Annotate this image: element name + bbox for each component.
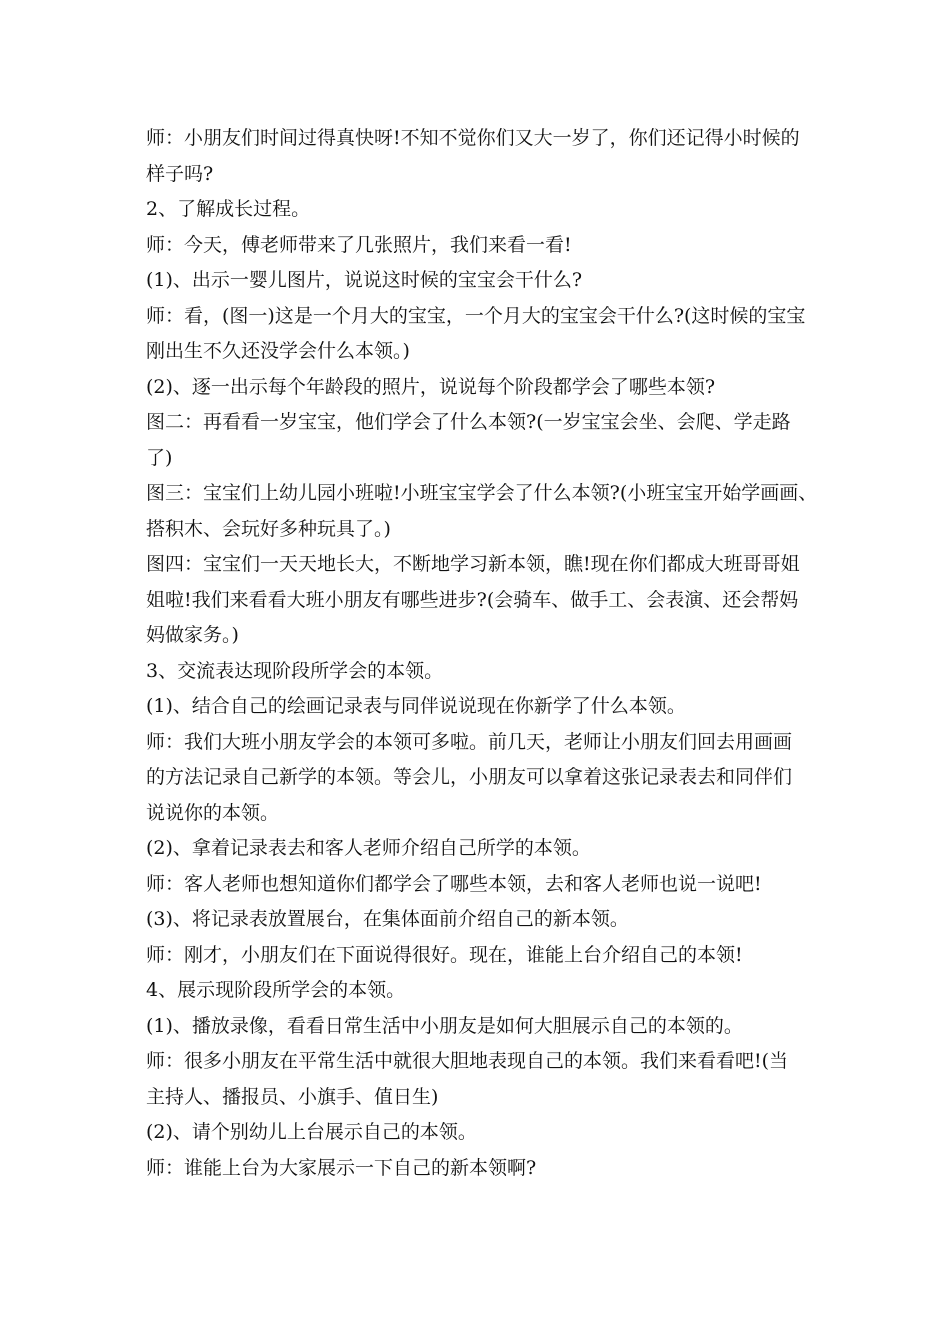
text-line: 图四：宝宝们一天天地长大，不断地学习新本领，瞧!现在你们都成大班哥哥姐	[146, 553, 800, 575]
text-line: 师：我们大班小朋友学会的本领可多啦。前几天，老师让小朋友们回去用画画	[146, 730, 793, 753]
text-line: 师：客人老师也想知道你们都学会了哪些本领，去和客人老师也说一说吧!	[146, 872, 762, 895]
section-heading: 4、展示现阶段所学会的本领。	[146, 979, 406, 1001]
text-line: 师：很多小朋友在平常生活中就很大胆地表现自己的本领。我们来看看吧!(当	[146, 1050, 789, 1072]
text-line: (1)、播放录像，看看日常生活中小朋友是如何大胆展示自己的本领的。	[146, 1014, 743, 1037]
text-line: 的方法记录自己新学的本领。等会儿，小朋友可以拿着这张记录表去和同伴们	[146, 766, 793, 788]
text-line: (2)、拿着记录表去和客人老师介绍自己所学的本领。	[146, 837, 591, 859]
text-line: 搭积木、会玩好多种玩具了。)	[146, 517, 391, 540]
text-line: 图二：再看看一岁宝宝，他们学会了什么本领?(一岁宝宝会坐、会爬、学走路	[146, 411, 791, 433]
text-line: (2)、逐一出示每个年龄段的照片，说说每个阶段都学会了哪些本领?	[146, 375, 716, 398]
text-line: (3)、将记录表放置展台，在集体面前介绍自己的新本领。	[146, 908, 629, 930]
document-body	[146, 121, 818, 1186]
text-line: (2)、请个别幼儿上台展示自己的本领。	[146, 1121, 477, 1143]
section-heading: 2、了解成长过程。	[146, 198, 311, 220]
section-heading: 3、交流表达现阶段所学会的本领。	[146, 659, 444, 682]
text-line: (1)、结合自己的绘画记录表与同伴说说现在你新学了什么本领。	[146, 695, 686, 717]
text-line: 说说你的本领。	[146, 801, 280, 824]
text-line: 妈做家务。)	[146, 624, 239, 646]
text-line: 刚出生不久还没学会什么本领。)	[146, 340, 410, 362]
text-line: (1)、出示一婴儿图片，说说这时候的宝宝会干什么?	[146, 269, 583, 291]
text-line: 师：小朋友们时间过得真快呀!不知不觉你们又大一岁了，你们还记得小时候的	[146, 127, 800, 149]
text-line: 师：今天，傅老师带来了几张照片，我们来看一看!	[146, 233, 572, 256]
text-line: 主持人、播报员、小旗手、值日生)	[146, 1085, 439, 1108]
text-line: 样子吗?	[146, 162, 214, 185]
text-line: 师：看，(图一)这是一个月大的宝宝，一个月大的宝宝会干什么?(这时候的宝宝	[146, 304, 806, 327]
text-line: 了)	[146, 446, 173, 469]
text-line: 姐啦!我们来看看大班小朋友有哪些进步?(会骑车、做手工、会表演、还会帮妈	[146, 588, 799, 611]
text-line: 师：刚才，小朋友们在下面说得很好。现在，谁能上台介绍自己的本领!	[146, 943, 743, 966]
text-line: 师：谁能上台为大家展示一下自己的新本领啊?	[146, 1156, 537, 1179]
text-line: 图三：宝宝们上幼儿园小班啦!小班宝宝学会了什么本领?(小班宝宝开始学画画、	[146, 482, 818, 504]
